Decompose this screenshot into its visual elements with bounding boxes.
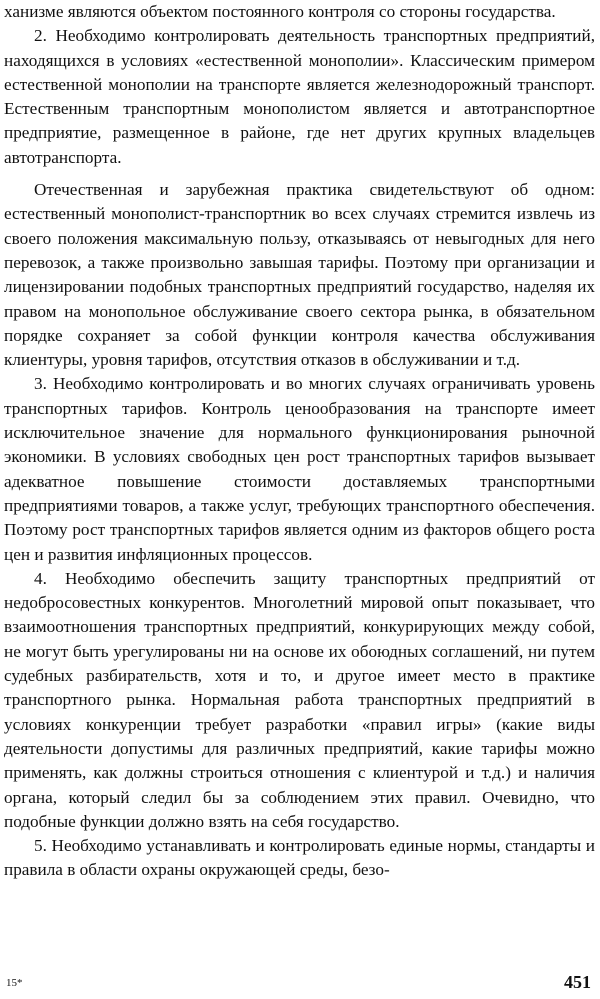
document-page: [4, 0, 595, 999]
paragraph-item-5: 5. Необходимо устанавливать и контролировать единые нормы, стандарты и правила в области охраны окружающей среды, безо-: [4, 836, 595, 880]
paragraph-continuation: ханизме являются объектом постоянного контроля со стороны государства.: [4, 2, 556, 21]
paragraph-practice: Отечественная и зарубежная практика свидетельствуют об одном: естественный монополист-транспортник во всех случаях стремится извлечь из своего положения максимальную пользу, отказываясь от невыгодных для него перевозок, а также произвольно завышая тарифы. Поэтому при организации и лицензировании подобных транспортных предприятий государство, наделяя их правом на монопольное обслуживание своего сектора рынка, в обязательном порядке сохраняет за собой функции контроля качества обслуживания клиентуры, уровня тарифов, отсутствия отказов в обслуживании и т.д.: [4, 180, 595, 370]
paragraph-gap: [4, 170, 595, 178]
printer-signature: 15*: [6, 977, 23, 989]
paragraph-item-3: 3. Необходимо контролировать и во многих случаях ограничивать уровень транспортных тарифов. Контроль ценообразования на транспорте имеет исключительное значение для нормального функционирования рыночной экономики. В условиях свободных цен рост транспортных тарифов вызывает адекватное повышение стоимости доставляемых транспортными предприятиями товаров, а также услуг, требующих транспортного обеспечения. Поэтому рост транспортных тарифов является одним из факторов общего роста цен и развития инфляционных процессов.: [4, 374, 595, 564]
paragraph-item-4: 4. Необходимо обеспечить защиту транспортных предприятий от недобросовестных конкурентов. Многолетний мировой опыт показывает, что взаимоотношения транспортных предприятий, конкурирующих между собой, не могут быть урегулированы ни на основе их обоюдных соглашений, ни путем судебных разбирательств, хотя и то, и другое имеет место в практике транспортного рынка. Нормальная работа транспортных предприятий в условиях конкуренции требует разработки «правил игры» (какие виды деятельности допустимы для различных предприятий, какие тарифы можно применять, как должны строиться отношения с клиентурой и т.д.) и наличия органа, который следил бы за соблюдением этих правил. Очевидно, что подобные функции должно взять на себя государство.: [4, 568, 595, 831]
page-number: 451: [564, 972, 591, 992]
page-footer: [4, 967, 595, 993]
paragraph-item-2: 2. Необходимо контролировать деятельность транспортных предприятий, находящихся в условиях «естественной монополии». Классическим примером естественной монополии на транспорте является железнодорожный транспорт. Естественным транспортным монополистом является и автотранспортное предприятие, размещенное в районе, где нет других крупных владельцев автотранспорта.: [4, 26, 595, 167]
